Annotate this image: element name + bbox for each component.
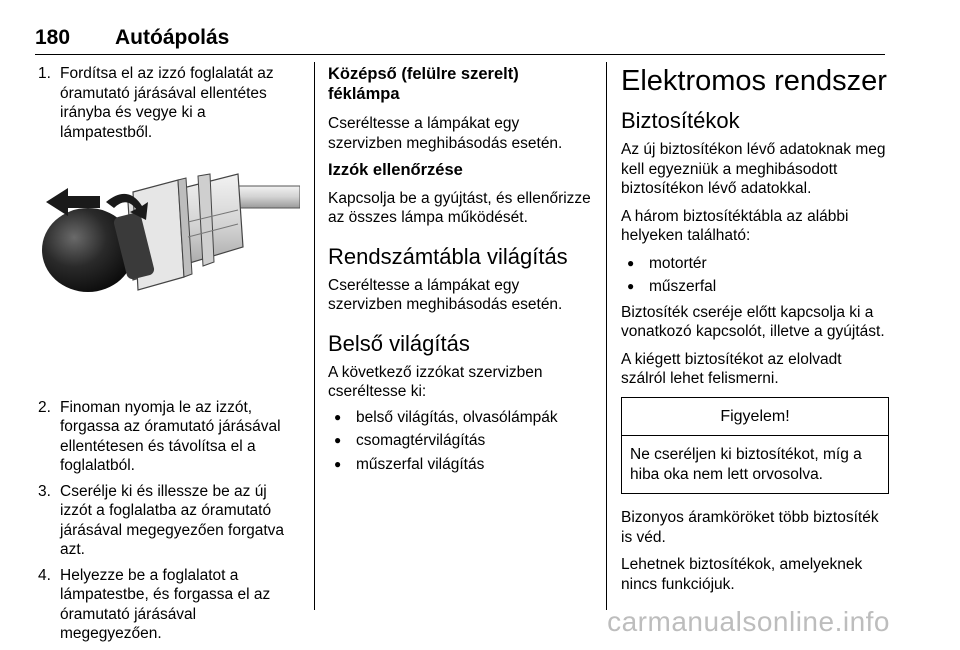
fuses-paragraph: A kiégett biztosítékot az elolvadt szálról lehet felismerni. bbox=[621, 350, 842, 387]
bulb-check-text: Kapcsolja be a gyújtást, és ellenőrizze az összes lámpa működését. bbox=[328, 189, 591, 226]
step-2 bbox=[38, 398, 300, 476]
step-text: Fordítsa el az izzó foglalatát az óramutató járásával ellentétes irányba és vegye ki a lámpatestből. bbox=[60, 65, 274, 141]
step-text: Finoman nyomja le az izzót, forgassa az óramutató járásával ellentétesen és távolítsa el a foglalatból. bbox=[60, 398, 281, 474]
step-number: 1. bbox=[38, 65, 51, 82]
interior-bulb-list bbox=[328, 408, 592, 475]
fuses-paragraph: Bizonyos áramköröket több biztosíték is véd. bbox=[621, 509, 879, 546]
step-text: Cserélje ki és illessze be az új izzót a foglalatba az óramutató járásával megegyezően forgatva azt. bbox=[60, 482, 285, 558]
notice-text: Ne cseréljen ki biztosítékot, míg a hiba oka nem lett orvosolva. bbox=[630, 446, 862, 483]
fuses-paragraph: Az új biztosítékon lévő adatoknak meg kell egyezniük a meghibásodott biztosítékon lévő adatokkal. bbox=[621, 141, 886, 197]
list-item: ● műszerfal bbox=[621, 277, 889, 297]
interior-lighting-heading: Belső világítás bbox=[328, 330, 470, 356]
step-text: Helyezze be a foglalatot a lámpatestbe, és forgassa el az óramutató járásával megegyezően. bbox=[60, 566, 271, 642]
column-3 bbox=[621, 64, 889, 602]
page-number: 180 bbox=[35, 26, 71, 49]
page-header bbox=[35, 26, 885, 55]
column-2 bbox=[328, 64, 592, 480]
fuses-paragraph: Lehetnek biztosítékok, amelyeknek nincs funkciójuk. bbox=[621, 556, 863, 593]
chapter-title: Autóápolás bbox=[115, 26, 230, 49]
list-item: ● motortér bbox=[621, 254, 889, 274]
list-item: ● csomagtérvilágítás bbox=[328, 431, 592, 451]
step-1 bbox=[38, 64, 300, 142]
fuses-heading: Biztosítékok bbox=[621, 108, 740, 133]
steps-list-b bbox=[38, 398, 300, 644]
steps-list-a bbox=[38, 64, 300, 142]
middle-brake-light-heading: Középső (felülre szerelt) féklámpa bbox=[328, 65, 519, 103]
fuse-box-locations bbox=[621, 254, 889, 297]
license-plate-text: Cseréltesse a lámpákat egy szervizben meghibásodás esetén. bbox=[328, 276, 563, 313]
fuses-paragraph: Biztosíték cseréje előtt kapcsolja ki a vonatkozó kapcsolót, illetve a gyújtást. bbox=[621, 303, 885, 340]
fuses-paragraph: A három biztosítéktábla az alábbi helyeken található: bbox=[621, 207, 849, 244]
interior-lighting-intro: A következő izzókat szervizben cseréltesse ki: bbox=[328, 363, 543, 400]
step-4 bbox=[38, 566, 300, 644]
watermark: carmanualsonline.info bbox=[607, 606, 890, 637]
notice-title: Figyelem! bbox=[622, 398, 888, 437]
bulb-socket-illustration bbox=[38, 162, 300, 372]
step-number: 3. bbox=[38, 482, 51, 500]
electrical-system-heading: Elektromos rendszer bbox=[621, 65, 887, 97]
middle-brake-light-text: Cseréltesse a lámpákat egy szervizben meghibásodás esetén. bbox=[328, 115, 563, 152]
column-1 bbox=[38, 64, 300, 650]
list-item: ● belső világítás, olvasólámpák bbox=[328, 408, 592, 428]
column-divider-2 bbox=[606, 62, 607, 610]
list-item: ● műszerfal világítás bbox=[328, 455, 592, 475]
column-divider-1 bbox=[314, 62, 315, 610]
step-number: 4. bbox=[38, 566, 51, 584]
license-plate-heading: Rendszámtábla világítás bbox=[328, 243, 568, 269]
bulb-check-heading: Izzók ellenőrzése bbox=[328, 161, 463, 179]
step-3 bbox=[38, 482, 300, 560]
notice-box bbox=[621, 397, 889, 495]
step-number: 2. bbox=[38, 398, 51, 416]
